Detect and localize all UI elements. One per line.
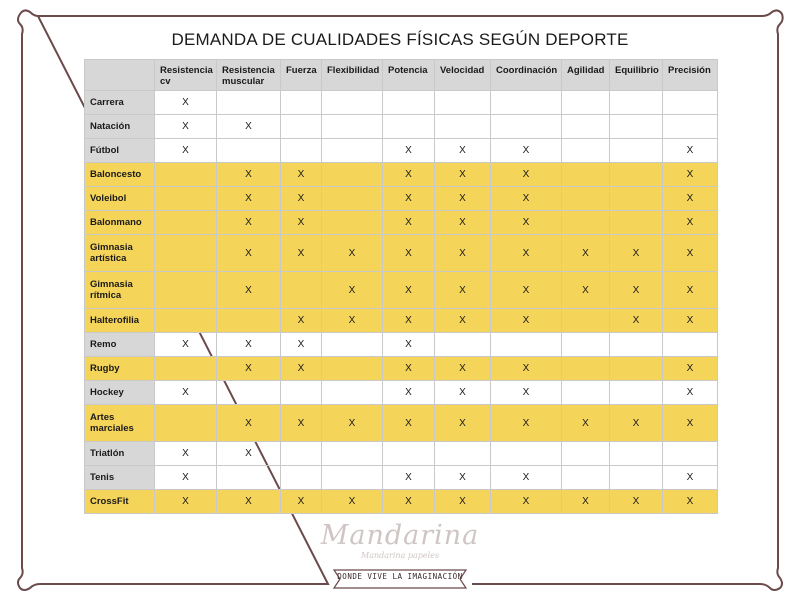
quality-mark-cell: X [322, 490, 383, 514]
quality-mark-cell: X [435, 381, 491, 405]
quality-mark-cell: X [281, 235, 322, 272]
quality-mark-cell: X [663, 163, 718, 187]
quality-mark-cell [281, 381, 322, 405]
quality-mark-cell [155, 163, 217, 187]
table-body [85, 91, 718, 514]
quality-mark-cell [491, 115, 562, 139]
quality-mark-cell [562, 211, 610, 235]
quality-mark-cell: X [383, 333, 435, 357]
quality-mark-cell: X [491, 211, 562, 235]
quality-mark-cell: X [217, 490, 281, 514]
quality-mark-cell: X [217, 115, 281, 139]
quality-mark-cell [435, 333, 491, 357]
quality-mark-cell: X [491, 466, 562, 490]
table-row [85, 211, 718, 235]
quality-mark-cell [663, 115, 718, 139]
quality-mark-cell [322, 442, 383, 466]
column-header: Resistencia muscular [217, 60, 281, 91]
quality-mark-cell: X [663, 272, 718, 309]
table-row [85, 139, 718, 163]
quality-mark-cell: X [217, 187, 281, 211]
table-row [85, 490, 718, 514]
quality-mark-cell [383, 442, 435, 466]
quality-mark-cell [610, 357, 663, 381]
quality-mark-cell: X [281, 405, 322, 442]
quality-mark-cell [562, 442, 610, 466]
quality-mark-cell [322, 187, 383, 211]
table-row [85, 115, 718, 139]
quality-mark-cell [281, 442, 322, 466]
brand-logo: Mandarina [320, 520, 480, 551]
quality-mark-cell [610, 466, 663, 490]
quality-mark-cell [281, 272, 322, 309]
sport-name-cell: Fútbol [85, 139, 155, 163]
quality-mark-cell [281, 91, 322, 115]
table-row [85, 442, 718, 466]
quality-mark-cell: X [383, 466, 435, 490]
column-header: Equilibrio [610, 60, 663, 91]
quality-mark-cell: X [435, 163, 491, 187]
quality-mark-cell: X [155, 333, 217, 357]
quality-mark-cell: X [383, 490, 435, 514]
sport-name-cell: Hockey [85, 381, 155, 405]
column-header: Resistencia cv [155, 60, 217, 91]
quality-mark-cell [562, 357, 610, 381]
quality-mark-cell: X [155, 381, 217, 405]
quality-mark-cell: X [491, 235, 562, 272]
quality-mark-cell [435, 115, 491, 139]
quality-mark-cell: X [322, 309, 383, 333]
quality-mark-cell: X [610, 490, 663, 514]
quality-mark-cell: X [217, 163, 281, 187]
quality-mark-cell [562, 466, 610, 490]
quality-mark-cell: X [610, 405, 663, 442]
column-header: Precisión [663, 60, 718, 91]
sport-name-cell: Remo [85, 333, 155, 357]
quality-mark-cell [435, 442, 491, 466]
sport-name-cell: Rugby [85, 357, 155, 381]
quality-mark-cell: X [383, 235, 435, 272]
quality-mark-cell: X [383, 357, 435, 381]
quality-mark-cell: X [435, 139, 491, 163]
quality-mark-cell [281, 115, 322, 139]
quality-mark-cell [610, 381, 663, 405]
quality-mark-cell [562, 309, 610, 333]
quality-mark-cell: X [383, 272, 435, 309]
quality-mark-cell: X [562, 490, 610, 514]
sport-name-cell: Gimnasia artística [85, 235, 155, 272]
column-header: Agilidad [562, 60, 610, 91]
quality-mark-cell: X [383, 187, 435, 211]
quality-mark-cell: X [491, 163, 562, 187]
quality-mark-cell [155, 235, 217, 272]
table-row [85, 357, 718, 381]
sport-name-cell: Natación [85, 115, 155, 139]
column-header: Potencia [383, 60, 435, 91]
table-row [85, 272, 718, 309]
quality-mark-cell: X [663, 235, 718, 272]
sport-name-cell: Baloncesto [85, 163, 155, 187]
quality-mark-cell: X [155, 490, 217, 514]
quality-mark-cell [610, 211, 663, 235]
quality-mark-cell [562, 381, 610, 405]
quality-mark-cell: X [155, 115, 217, 139]
quality-mark-cell [663, 442, 718, 466]
quality-mark-cell: X [562, 235, 610, 272]
quality-mark-cell: X [155, 91, 217, 115]
quality-mark-cell: X [383, 163, 435, 187]
quality-mark-cell: X [217, 333, 281, 357]
quality-mark-cell [155, 357, 217, 381]
quality-mark-cell: X [491, 405, 562, 442]
quality-mark-cell [435, 91, 491, 115]
quality-mark-cell: X [217, 405, 281, 442]
quality-mark-cell: X [491, 272, 562, 309]
table-row [85, 163, 718, 187]
quality-mark-cell [610, 115, 663, 139]
sport-name-cell: Halterofilia [85, 309, 155, 333]
quality-mark-cell [610, 333, 663, 357]
quality-mark-cell [663, 91, 718, 115]
table-row [85, 466, 718, 490]
quality-mark-cell: X [155, 466, 217, 490]
quality-mark-cell [610, 163, 663, 187]
table-row [85, 187, 718, 211]
quality-mark-cell: X [610, 235, 663, 272]
column-header: Coordinación [491, 60, 562, 91]
quality-mark-cell: X [663, 357, 718, 381]
quality-mark-cell: X [435, 187, 491, 211]
quality-mark-cell: X [663, 309, 718, 333]
quality-mark-cell: X [383, 381, 435, 405]
quality-mark-cell: X [155, 442, 217, 466]
quality-mark-cell [322, 115, 383, 139]
quality-mark-cell: X [435, 309, 491, 333]
quality-mark-cell [322, 163, 383, 187]
quality-mark-cell: X [435, 272, 491, 309]
quality-mark-cell [610, 91, 663, 115]
quality-mark-cell [217, 381, 281, 405]
sport-name-cell: CrossFit [85, 490, 155, 514]
quality-mark-cell: X [491, 381, 562, 405]
quality-mark-cell [562, 139, 610, 163]
brand-tagline: DONDE VIVE LA IMAGINACIÓN [337, 572, 463, 581]
quality-mark-cell: X [281, 357, 322, 381]
quality-mark-cell [217, 139, 281, 163]
quality-mark-cell: X [562, 272, 610, 309]
quality-mark-cell: X [435, 211, 491, 235]
quality-mark-cell: X [281, 163, 322, 187]
quality-mark-cell [562, 91, 610, 115]
quality-mark-cell: X [383, 211, 435, 235]
sport-name-cell: Carrera [85, 91, 155, 115]
quality-mark-cell [491, 442, 562, 466]
quality-mark-cell [610, 187, 663, 211]
sport-name-cell: Balonmano [85, 211, 155, 235]
sport-name-cell: Gimnasia rítmica [85, 272, 155, 309]
quality-mark-cell [217, 466, 281, 490]
quality-mark-cell: X [663, 187, 718, 211]
quality-mark-cell [155, 405, 217, 442]
quality-mark-cell: X [322, 272, 383, 309]
quality-mark-cell: X [383, 405, 435, 442]
quality-mark-cell [322, 139, 383, 163]
quality-mark-cell [610, 139, 663, 163]
column-header: Flexibilidad [322, 60, 383, 91]
quality-mark-cell [322, 91, 383, 115]
quality-mark-cell: X [491, 357, 562, 381]
sports-qualities-table [84, 59, 718, 514]
quality-mark-cell [663, 333, 718, 357]
quality-mark-cell: X [663, 381, 718, 405]
quality-mark-cell: X [281, 309, 322, 333]
quality-mark-cell: X [217, 235, 281, 272]
quality-mark-cell [281, 139, 322, 163]
table-row [85, 381, 718, 405]
quality-mark-cell: X [491, 490, 562, 514]
quality-mark-cell: X [663, 405, 718, 442]
corner-header-cell [85, 60, 155, 91]
quality-mark-cell [562, 187, 610, 211]
quality-mark-cell [383, 115, 435, 139]
quality-mark-cell: X [610, 272, 663, 309]
quality-mark-cell: X [663, 466, 718, 490]
quality-mark-cell [322, 357, 383, 381]
quality-mark-cell: X [435, 490, 491, 514]
quality-mark-cell: X [435, 357, 491, 381]
quality-mark-cell: X [155, 139, 217, 163]
quality-mark-cell: X [663, 211, 718, 235]
quality-mark-cell: X [663, 490, 718, 514]
quality-mark-cell: X [217, 357, 281, 381]
quality-mark-cell: X [281, 333, 322, 357]
quality-mark-cell [383, 91, 435, 115]
quality-mark-cell: X [491, 187, 562, 211]
quality-mark-cell: X [435, 466, 491, 490]
sport-name-cell: Tenis [85, 466, 155, 490]
quality-mark-cell [155, 272, 217, 309]
brand-logo-subtitle: Mandarina papeles [361, 551, 439, 560]
column-header: Velocidad [435, 60, 491, 91]
quality-mark-cell: X [435, 235, 491, 272]
table-row [85, 235, 718, 272]
sport-name-cell: Artes marciales [85, 405, 155, 442]
quality-mark-cell [610, 442, 663, 466]
quality-mark-cell: X [322, 235, 383, 272]
quality-mark-cell [155, 187, 217, 211]
quality-mark-cell: X [491, 309, 562, 333]
quality-mark-cell [562, 115, 610, 139]
quality-mark-cell: X [217, 272, 281, 309]
quality-mark-cell: X [281, 211, 322, 235]
quality-mark-cell [491, 333, 562, 357]
column-header: Fuerza [281, 60, 322, 91]
quality-mark-cell: X [663, 139, 718, 163]
quality-mark-cell [322, 381, 383, 405]
quality-mark-cell: X [435, 405, 491, 442]
table-header-row [85, 60, 718, 91]
sport-name-cell: Triatlón [85, 442, 155, 466]
quality-mark-cell [562, 163, 610, 187]
quality-mark-cell: X [281, 187, 322, 211]
quality-mark-cell [322, 211, 383, 235]
quality-mark-cell: X [281, 490, 322, 514]
quality-mark-cell: X [322, 405, 383, 442]
quality-mark-cell: X [491, 139, 562, 163]
quality-mark-cell: X [217, 211, 281, 235]
table-row [85, 333, 718, 357]
sport-name-cell: Voleibol [85, 187, 155, 211]
quality-mark-cell [217, 309, 281, 333]
quality-mark-cell [155, 211, 217, 235]
table-row [85, 309, 718, 333]
quality-mark-cell [217, 91, 281, 115]
quality-mark-cell: X [383, 139, 435, 163]
table-row [85, 91, 718, 115]
quality-mark-cell [562, 333, 610, 357]
quality-mark-cell [155, 309, 217, 333]
table-row [85, 405, 718, 442]
quality-mark-cell [491, 91, 562, 115]
quality-mark-cell: X [383, 309, 435, 333]
quality-mark-cell: X [610, 309, 663, 333]
quality-mark-cell: X [562, 405, 610, 442]
page-title: DEMANDA DE CUALIDADES FÍSICAS SEGÚN DEPORTE [171, 30, 629, 49]
quality-mark-cell [322, 466, 383, 490]
quality-mark-cell [322, 333, 383, 357]
quality-mark-cell [281, 466, 322, 490]
quality-mark-cell: X [217, 442, 281, 466]
